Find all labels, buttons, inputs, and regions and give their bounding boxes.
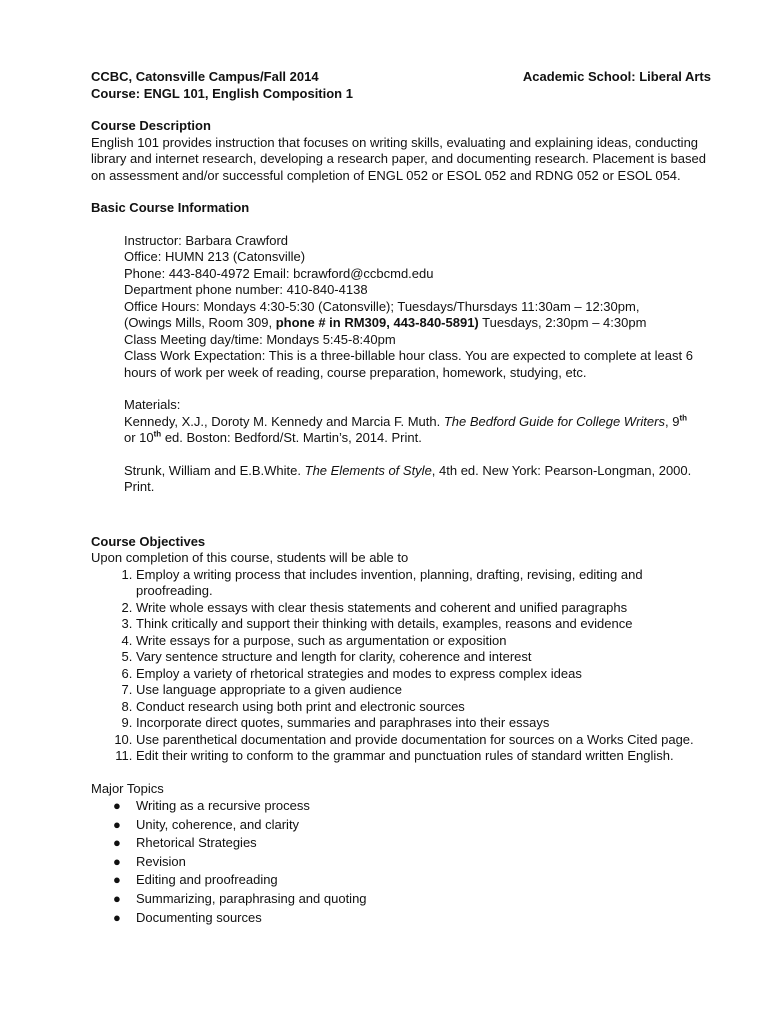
office-hours-line-2: (Owings Mills, Room 309, phone # in RM309, 443-840-5891) Tuesdays, 2:30pm – 4:30pm	[124, 315, 647, 330]
list-item: ● Writing as a recursive process	[136, 797, 721, 816]
basic-info-title: Basic Course Information	[91, 200, 250, 215]
materials-label: Materials:	[124, 397, 181, 412]
list-item: ● Summarizing, paraphrasing and quoting	[136, 890, 721, 909]
header-row	[91, 69, 721, 86]
list-item: ● Editing and proofreading	[136, 871, 721, 890]
bullet-icon: ●	[113, 816, 121, 832]
list-item: 8. Conduct research using both print and electronic sources	[136, 699, 721, 716]
list-item: 11. Edit their writing to conform to the grammar and punctuation rules of standard written English.	[136, 748, 721, 765]
course-heading: Course: ENGL 101, English Composition 1	[91, 85, 353, 101]
instructor-line: Instructor: Barbara Crawford	[124, 232, 289, 248]
bullet-icon: ●	[113, 853, 121, 869]
list-item: ● Revision	[136, 853, 721, 872]
bullet-icon: ●	[113, 835, 121, 851]
book2-citation: Strunk, William and E.B.White. The Elements of Style, 4th ed. New York: Pearson-Longman, 2000. Print.	[124, 462, 692, 494]
document-page	[91, 69, 721, 927]
list-item: ● Rhetorical Strategies	[136, 834, 721, 853]
list-item: 5. Vary sentence structure and length for clarity, coherence and interest	[136, 649, 721, 666]
campus-heading: CCBC, Catonsville Campus/Fall 2014	[91, 69, 319, 84]
list-item: 10. Use parenthetical documentation and provide documentation for sources on a Works Cited page.	[136, 732, 721, 749]
bullet-icon: ●	[113, 909, 121, 925]
book1-citation: Kennedy, X.J., Doroty M. Kennedy and Marcia F. Muth. The Bedford Guide for College Writers, 9th or 10th ed. Boston: Bedford/St. Martin’s, 2014. Print.	[124, 413, 687, 445]
topics-title: Major Topics	[91, 780, 164, 796]
objectives-title: Course Objectives	[91, 533, 206, 549]
description-title: Course Description	[91, 118, 211, 133]
list-item: 9. Incorporate direct quotes, summaries and paraphrases into their essays	[136, 715, 721, 732]
list-item: ● Documenting sources	[136, 909, 721, 928]
list-item: 4. Write essays for a purpose, such as argumentation or exposition	[136, 633, 721, 650]
objectives-intro: Upon completion of this course, students will be able to	[91, 550, 409, 565]
list-item: 1. Employ a writing process that includes invention, planning, drafting, revising, editing and proofreading.	[136, 567, 721, 600]
bullet-icon: ●	[113, 872, 121, 888]
list-item: ● Unity, coherence, and clarity	[136, 816, 721, 835]
dept-phone-line: Department phone number: 410-840-4138	[124, 282, 368, 297]
expectation-line: Class Work Expectation: This is a three-billable hour class. You are expected to complete at least 6 hours of work per week of reading, course preparation, homework, studying, etc.	[124, 348, 693, 380]
topics-list	[91, 797, 721, 927]
meeting-line: Class Meeting day/time: Mondays 5:45-8:40pm	[124, 331, 396, 347]
list-item: 2. Write whole essays with clear thesis statements and coherent and unified paragraphs	[136, 600, 721, 617]
description-text: English 101 provides instruction that focuses on writing skills, evaluating and explaining ideas, conducting library and internet research, developing a research paper, and documenting research. Placement is based on assessment and/or successful completion of ENGL 052 or ESOL 052 and RDNG 052 or ESOL 054.	[91, 134, 706, 183]
list-item: 7. Use language appropriate to a given audience	[136, 682, 721, 699]
objectives-list	[91, 567, 721, 765]
list-item: 6. Employ a variety of rhetorical strategies and modes to express complex ideas	[136, 666, 721, 683]
bullet-icon: ●	[113, 890, 121, 906]
bullet-icon: ●	[113, 798, 121, 813]
office-hours-line-1: Office Hours: Mondays 4:30-5:30 (Catonsville); Tuesdays/Thursdays 11:30am – 12:30pm,	[124, 298, 640, 314]
basic-info-block	[91, 233, 721, 496]
office-line: Office: HUMN 213 (Catonsville)	[124, 249, 306, 264]
phone-line: Phone: 443-840-4972 Email: bcrawford@ccbcmd.edu	[124, 265, 434, 281]
list-item: 3. Think critically and support their thinking with details, examples, reasons and evidence	[136, 616, 721, 633]
school-heading: Academic School: Liberal Arts	[522, 69, 711, 84]
